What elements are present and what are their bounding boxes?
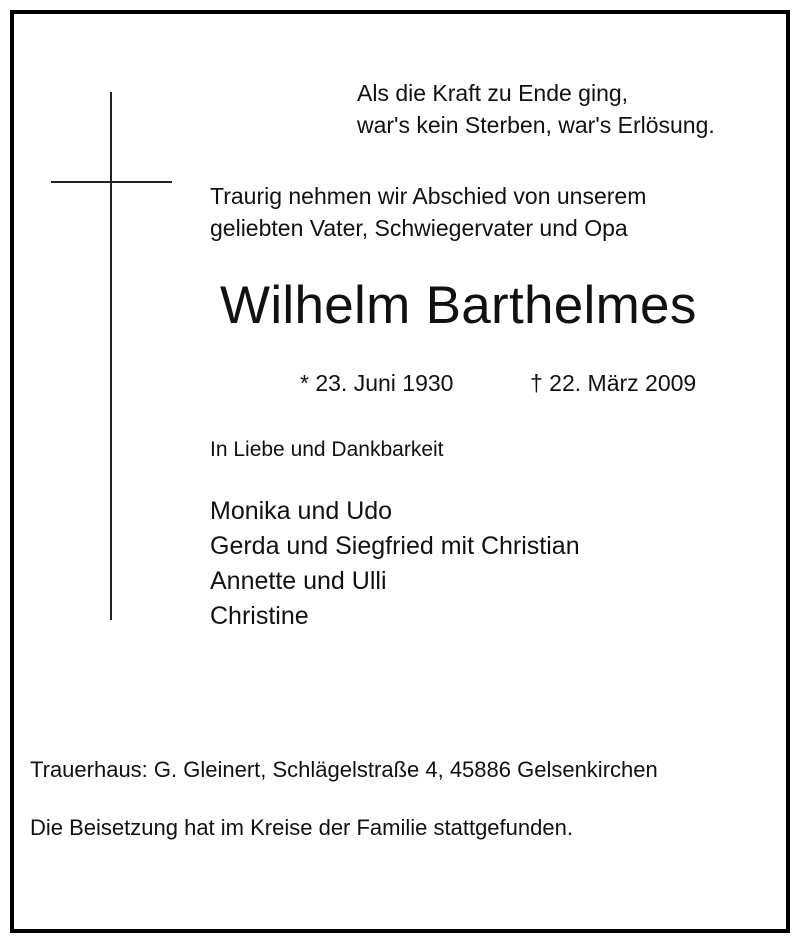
deceased-name: Wilhelm Barthelmes — [220, 276, 697, 335]
death-date: † 22. März 2009 — [530, 370, 697, 396]
burial-note: Die Beisetzung hat im Kreise der Familie stattgefunden. — [30, 815, 573, 840]
intro-line-2: geliebten Vater, Schwiegervater und Opa — [210, 215, 628, 241]
family-member: Gerda und Siegfried mit Christian — [210, 532, 580, 560]
cross-horizontal-bar — [51, 181, 172, 183]
family-member: Monika und Udo — [210, 497, 393, 525]
dedication-text: In Liebe und Dankbarkeit — [210, 438, 444, 461]
family-list — [210, 494, 580, 634]
motto-quote — [357, 77, 715, 141]
cross-vertical-bar — [110, 92, 112, 620]
birth-date: * 23. Juni 1930 — [300, 370, 454, 396]
motto-line-2: war's kein Sterben, war's Erlösung. — [357, 112, 715, 138]
family-member: Annette und Ulli — [210, 567, 387, 595]
family-member: Christine — [210, 602, 309, 630]
intro-text — [210, 180, 646, 244]
notice-border — [10, 10, 790, 933]
motto-line-1: Als die Kraft zu Ende ging, — [357, 80, 629, 106]
intro-line-1: Traurig nehmen wir Abschied von unserem — [210, 183, 647, 209]
mourning-house-address: Trauerhaus: G. Gleinert, Schlägelstraße 4, 45886 Gelsenkirchen — [30, 757, 658, 782]
